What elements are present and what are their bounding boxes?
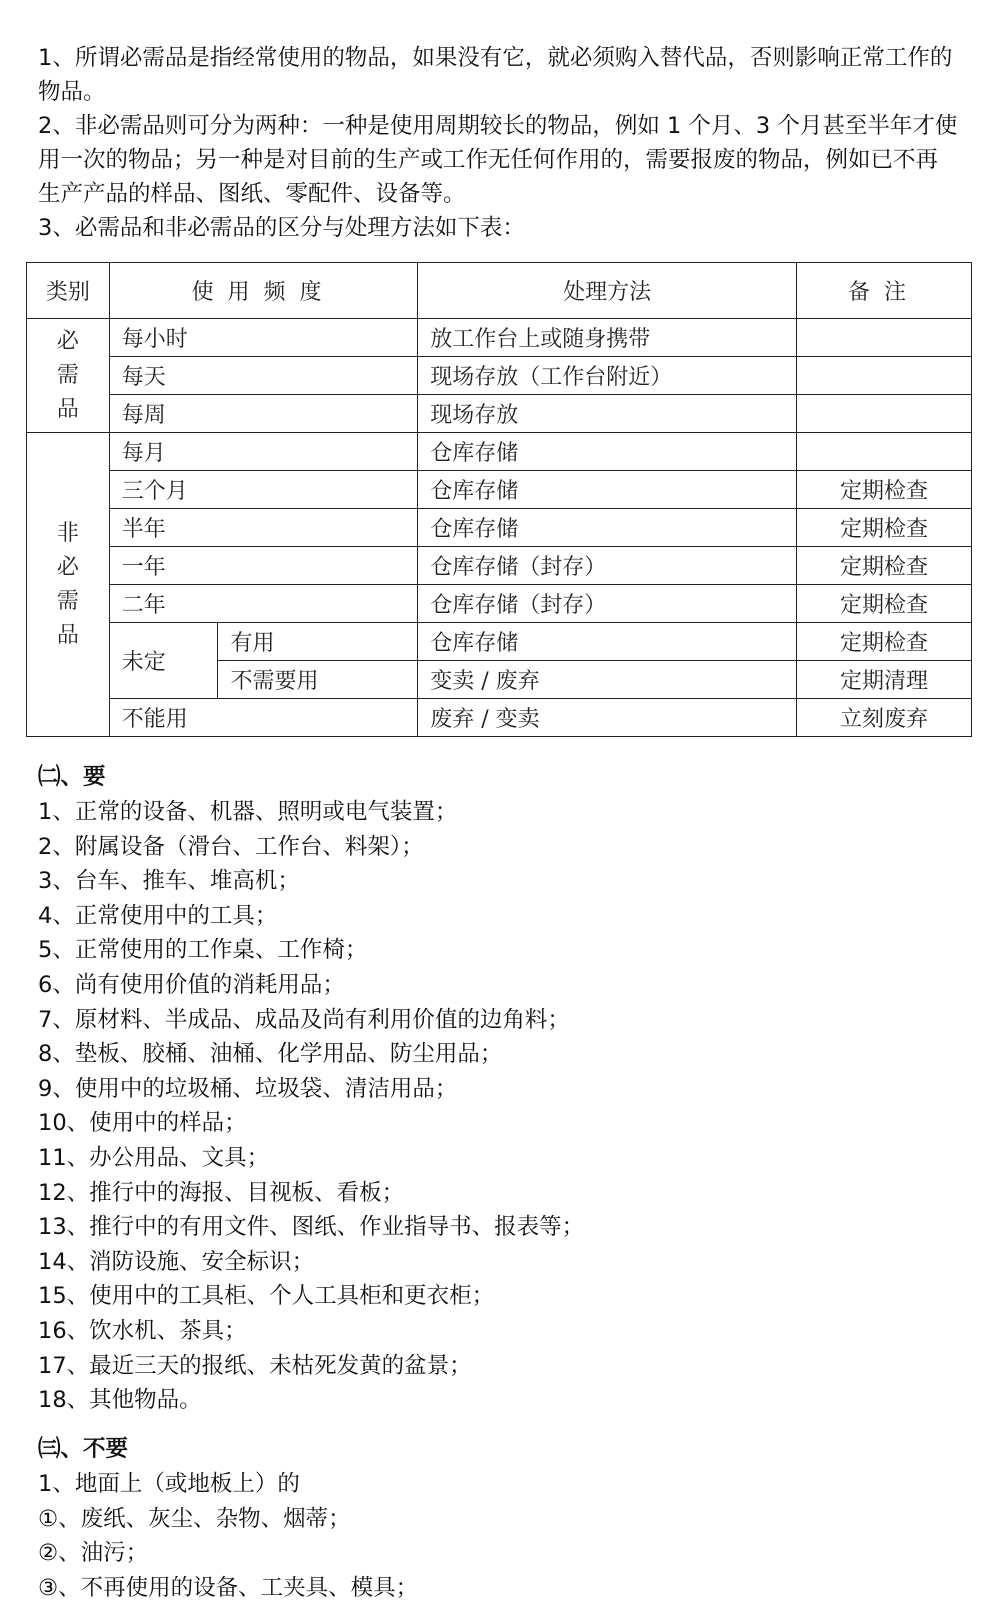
note-cell: 定期检查: [797, 509, 972, 547]
table-row: [27, 623, 972, 661]
list-item: 1、正常的设备、机器、照明或电气装置；: [38, 799, 458, 825]
note-cell: 立刻废弃: [797, 699, 972, 737]
method-cell: 现场存放（工作台附近）: [418, 357, 797, 395]
list-item: 9、使用中的垃圾桶、垃圾袋、清洁用品；: [38, 1075, 458, 1102]
list-item: 5、正常使用的工作桌、工作椅；: [38, 937, 368, 964]
frequency-cell: 二年: [109, 585, 417, 623]
method-cell: 仓库存储: [418, 433, 797, 471]
paragraph-necessary-definition: 1、所谓必需品是指经常使用的物品，如果没有它，就必须购入替代品，否则影响正常工作的物品。: [38, 45, 953, 105]
frequency-cell: 三个月: [109, 471, 417, 509]
list-item: 18、其他物品。: [38, 1387, 202, 1414]
method-cell: 废弃 / 变卖: [418, 699, 797, 737]
table-row: [27, 471, 972, 509]
table-row: [27, 547, 972, 585]
list-item: ①、废纸、灰尘、杂物、烟蒂；: [38, 1505, 351, 1532]
note-cell: [797, 433, 972, 471]
header-category: 类别: [27, 263, 110, 319]
frequency-cell: 每月: [109, 433, 417, 471]
list-item: 10、使用中的样品；: [38, 1110, 247, 1137]
note-cell: 定期检查: [797, 471, 972, 509]
frequency-cell: 每小时: [109, 319, 417, 357]
list-item: 8、垫板、胶桶、油桶、化学用品、防尘用品；: [38, 1041, 503, 1068]
frequency-undetermined: 未定: [109, 623, 218, 699]
note-cell: [797, 357, 972, 395]
list-item: 14、消防设施、安全标识；: [38, 1248, 315, 1275]
section-title-keep: ㈡、要: [38, 764, 106, 790]
frequency-cell: 一年: [109, 547, 417, 585]
section-title-discard: ㈢、不要: [38, 1436, 129, 1462]
method-cell: 仓库存储（封存）: [418, 547, 797, 585]
sub-frequency-cell: 有用: [218, 623, 418, 661]
table-row: [27, 433, 972, 471]
sub-frequency-cell: 不需要用: [218, 661, 418, 699]
method-cell: 放工作台上或随身携带: [418, 319, 797, 357]
list-item: 15、使用中的工具柜、个人工具柜和更衣柜；: [38, 1283, 495, 1310]
table-row: [27, 357, 972, 395]
note-cell: 定期检查: [797, 547, 972, 585]
header-frequency: 使用频度: [109, 263, 417, 319]
frequency-cell: 不能用: [109, 699, 417, 737]
note-cell: 定期检查: [797, 623, 972, 661]
paragraph-unnecessary-definition: 2、非必需品则可分为两种：一种是使用周期较长的物品，例如 1 个月、3 个月甚至半年才使用一次的物品；另一种是对目前的生产或工作无任何作用的，需要报废的物品，例如已不再生产产品的样品、图纸、零配件、设备等。: [38, 113, 958, 207]
list-item: 6、尚有使用价值的消耗用品；: [38, 971, 345, 998]
method-cell: 变卖 / 废弃: [418, 661, 797, 699]
frequency-cell: 每周: [109, 395, 417, 433]
table-row: [27, 699, 972, 737]
classification-table: [26, 262, 972, 737]
note-cell: 定期清理: [797, 661, 972, 699]
list-item: 17、最近三天的报纸、未枯死发黄的盆景；: [38, 1352, 472, 1379]
discard-items-list: [38, 1467, 418, 1605]
table-row: [27, 585, 972, 623]
category-necessary: 必需品: [27, 319, 110, 433]
note-cell: 定期检查: [797, 585, 972, 623]
note-cell: [797, 395, 972, 433]
list-item: 2、附属设备（滑台、工作台、料架）；: [38, 833, 424, 860]
list-item: 7、原材料、半成品、成品及尚有利用价值的边角料；: [38, 1006, 570, 1033]
list-item: ②、油污；: [38, 1540, 149, 1567]
table-row: [27, 395, 972, 433]
header-note: 备注: [797, 263, 972, 319]
method-cell: 现场存放: [418, 395, 797, 433]
table-header-row: [27, 263, 972, 319]
frequency-cell: 半年: [109, 509, 417, 547]
list-item: 1、地面上（或地板上）的: [38, 1471, 300, 1497]
list-item: 3、台车、推车、堆高机；: [38, 868, 300, 895]
method-cell: 仓库存储: [418, 509, 797, 547]
list-item: 13、推行中的有用文件、图纸、作业指导书、报表等；: [38, 1214, 585, 1241]
method-cell: 仓库存储（封存）: [418, 585, 797, 623]
list-item: 4、正常使用中的工具；: [38, 902, 278, 929]
table-row: [27, 509, 972, 547]
method-cell: 仓库存储: [418, 471, 797, 509]
list-item: ③、不再使用的设备、工夹具、模具；: [38, 1574, 419, 1601]
list-item: 12、推行中的海报、目视板、看板；: [38, 1179, 405, 1206]
list-item: 16、饮水机、茶具；: [38, 1317, 247, 1344]
note-cell: [797, 319, 972, 357]
header-method: 处理方法: [418, 263, 797, 319]
category-unnecessary: 非必需品: [27, 433, 110, 737]
frequency-cell: 每天: [109, 357, 417, 395]
list-item: 11、办公用品、文具；: [38, 1144, 270, 1171]
table-row: [27, 319, 972, 357]
paragraph-table-intro: 3、必需品和非必需品的区分与处理方法如下表：: [38, 215, 525, 241]
method-cell: 仓库存储: [418, 623, 797, 661]
keep-items-list: [38, 795, 584, 1418]
